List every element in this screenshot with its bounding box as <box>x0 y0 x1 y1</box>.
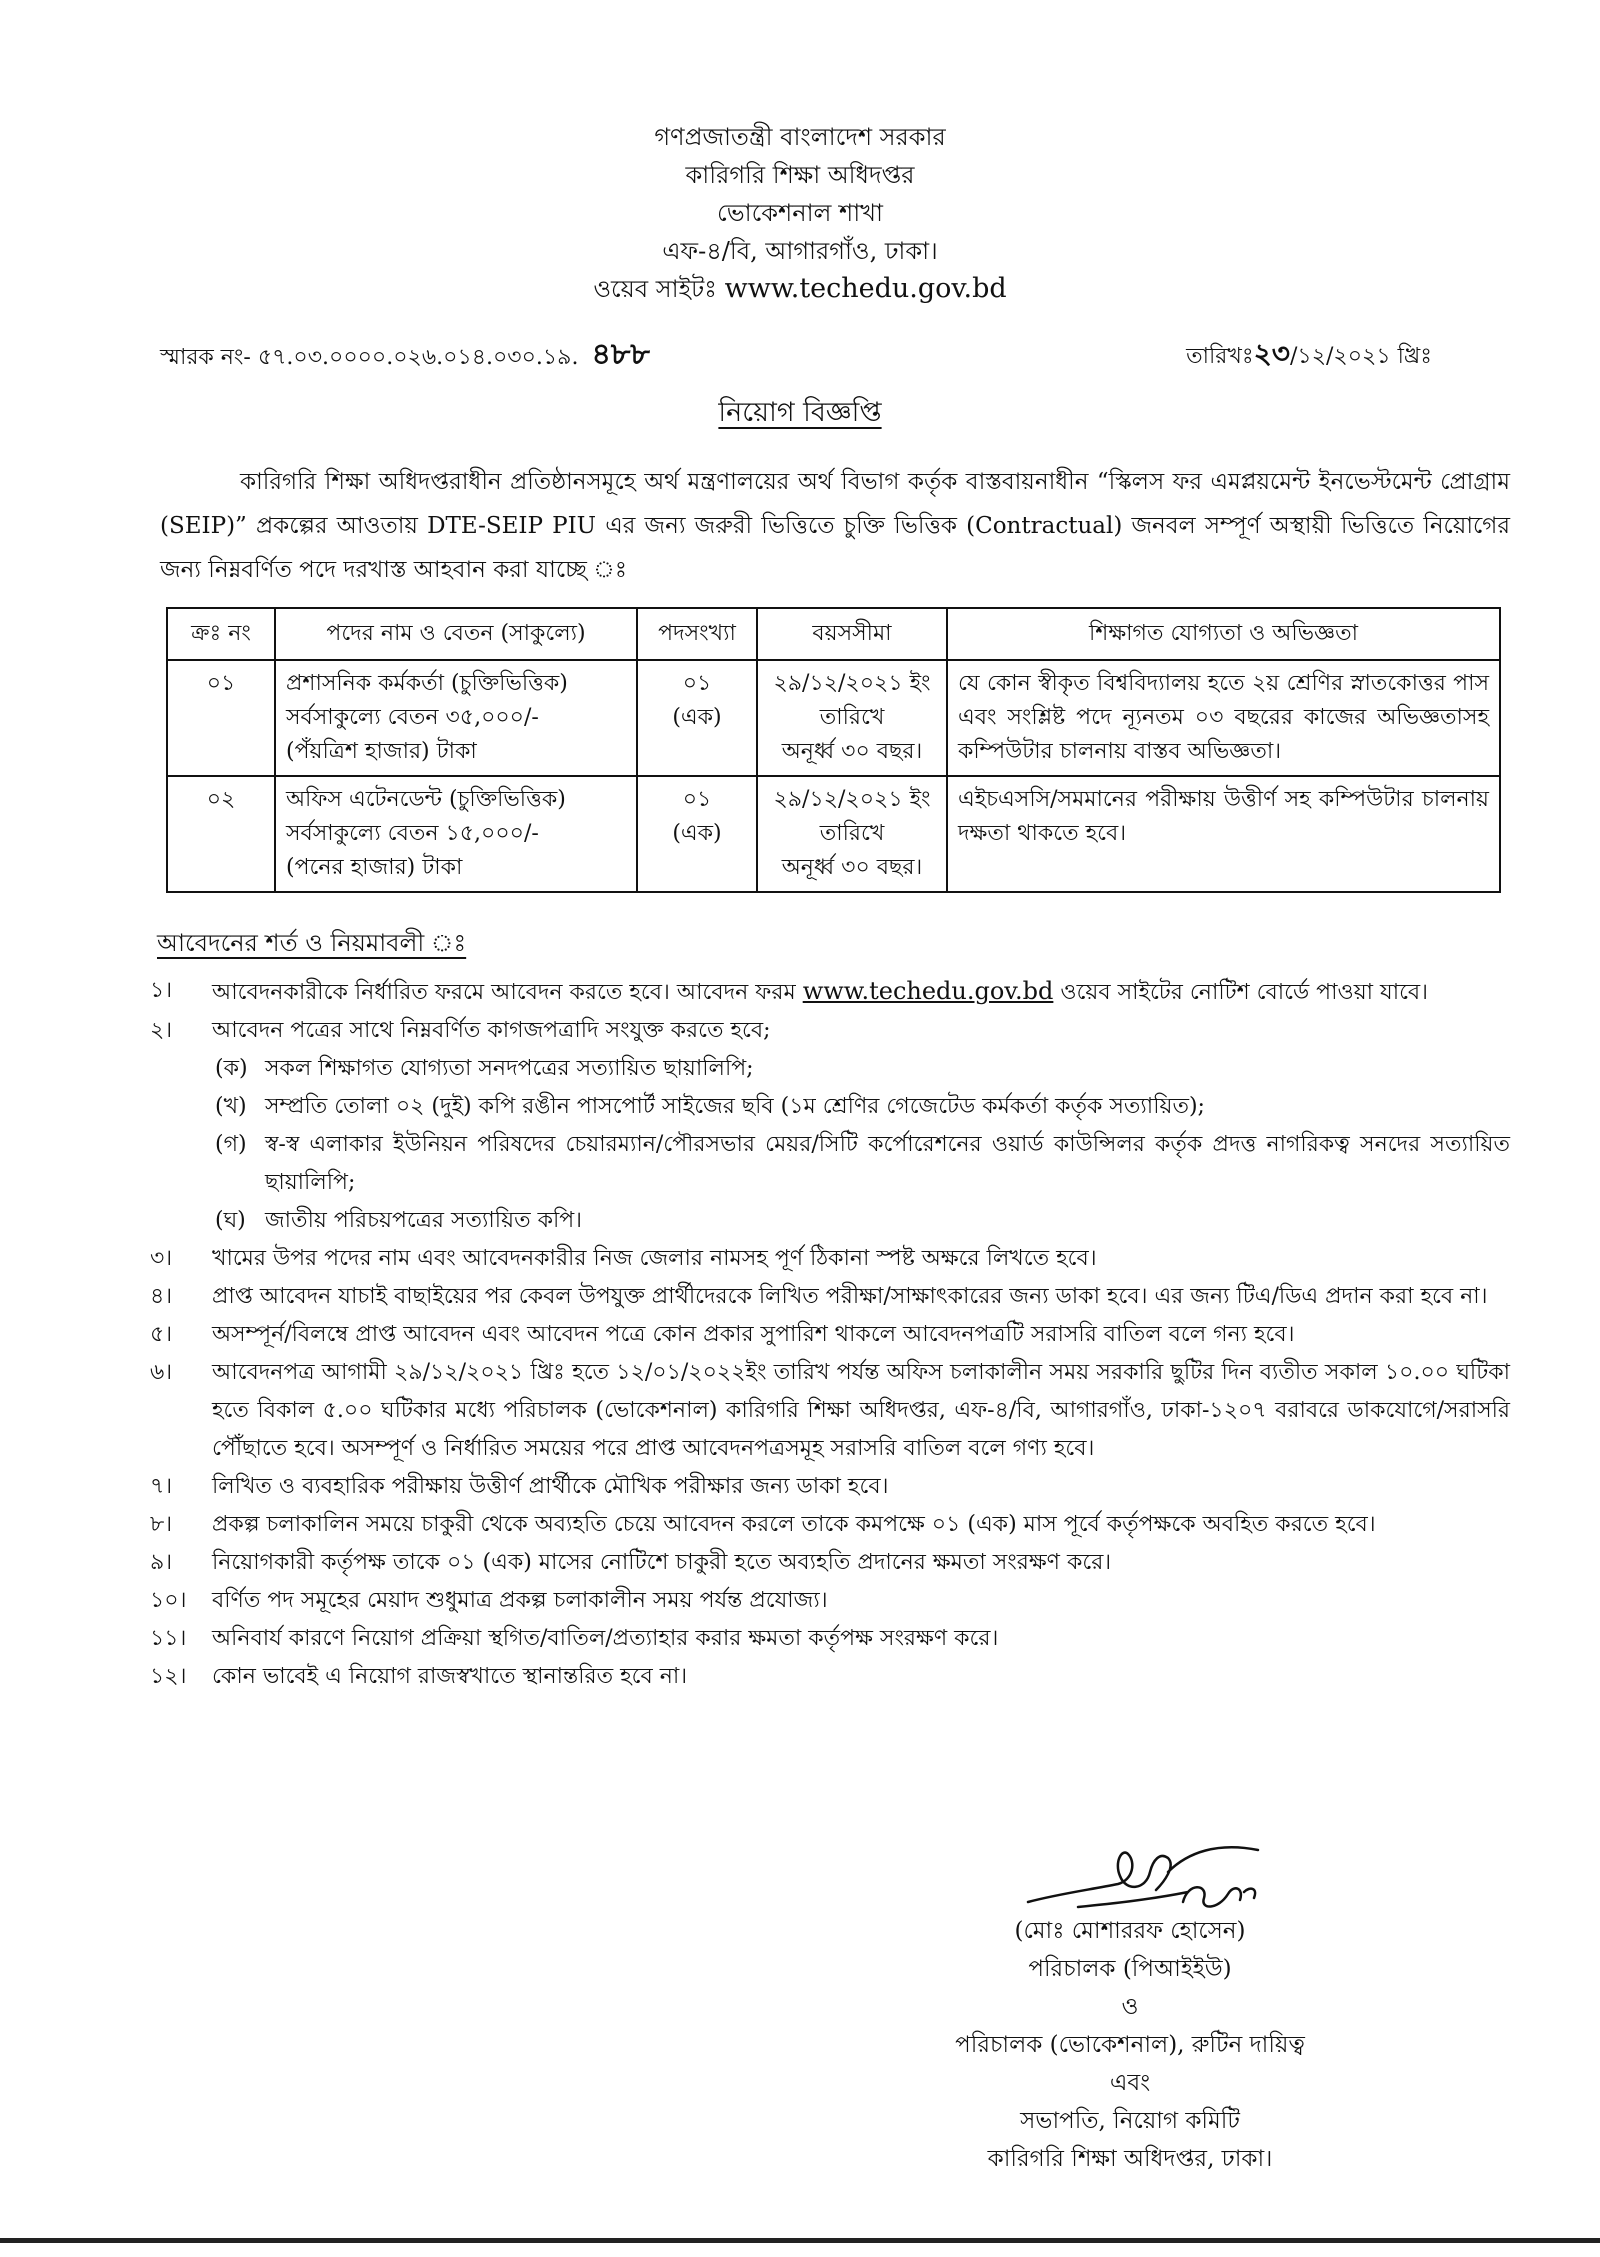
notice-date <box>1186 332 1432 379</box>
condition-item <box>150 1506 1510 1544</box>
memo-number <box>160 330 650 381</box>
age-on: তারিখে <box>819 821 885 846</box>
row-serial: ০১ <box>167 660 275 776</box>
condition-text: খামের উপর পদের নাম এবং আবেদনকারীর নিজ জেলার নামসহ পূর্ণ ঠিকানা স্পষ্ট অক্ষরে লিখতে হবে। <box>212 1246 1097 1271</box>
condition-number: ১২। <box>150 1664 187 1689</box>
row-qualification: এইচএসসি/সমমানের পরীক্ষায় উত্তীর্ণ সহ কম্পিউটার চালনায় দক্ষতা থাকতে হবে। <box>947 776 1500 892</box>
table-row <box>167 660 1500 776</box>
condition-number: ৭। <box>150 1474 173 1499</box>
document-label: (ঘ) <box>215 1208 246 1233</box>
condition-item <box>150 972 1510 1012</box>
signatory-designation: পরিচালক (ভোকেশনাল), রুটিন দায়িত্ব <box>955 2032 1305 2058</box>
posts-table <box>166 607 1501 893</box>
document-item <box>150 1126 1510 1202</box>
condition-text <box>212 972 1510 1012</box>
condition-text: আবেদনপত্র আগামী ২৯/১২/২০২১ খ্রিঃ হতে ১২/০১/২০২২ইং তারিখ পর্যন্ত অফিস চলাকালীন সময় সরকারি ছুটির দিন ব্যতীত সকাল ১০.০০ ঘটিকা হতে বিকাল ৫.০০ ঘটিকার মধ্যে পরিচালক (ভোকেশনাল) কারিগরি শিক্ষা অধিদপ্তর, এফ-৪/বি, আগারগাঁও, ঢাকা-১২০৭ বরাবরে ডাকযোগে/সরাসরি পৌঁছাতে হবে। অসম্পূর্ণ ও নির্ধারিত সময়ের পরে প্রাপ্ত আবেদনপত্রসমূহ সরাসরি বাতিল বলে গণ্য হবে। <box>212 1360 1510 1461</box>
row-qualification: যে কোন স্বীকৃত বিশ্ববিদ্যালয় হতে ২য় শ্রেণির স্নাতকোত্তর পাস এবং সংশ্লিষ্ট পদে ন্যূনতম ০৩ বছরের কাজের অভিজ্ঞতাসহ কম্পিউটার চালনায় বাস্তব অভিজ্ঞতা। <box>947 660 1500 776</box>
count-words: (এক) <box>672 821 722 846</box>
notice-title <box>0 392 1600 437</box>
col-age: বয়সসীমা <box>757 608 947 660</box>
conditions-heading <box>157 925 466 965</box>
condition-text: কোন ভাবেই এ নিয়োগ রাজস্বখাতে স্থানান্তরিত হবে না। <box>212 1664 688 1689</box>
conditions-list <box>150 972 1510 1696</box>
condition-number: ৫। <box>150 1322 173 1347</box>
document-text: সকল শিক্ষাগত যোগ্যতা সনদপত্রের সত্যায়িত ছায়ালিপি; <box>265 1056 754 1081</box>
signatory-name: (মোঃ মোশাররফ হোসেন) <box>1014 1918 1246 1944</box>
age-limit: অনূর্ধ্ব ৩০ বছর। <box>781 739 923 764</box>
intro-paragraph: কারিগরি শিক্ষা অধিদপ্তরাধীন প্রতিষ্ঠানসমূহে অর্থ মন্ত্রণালয়ের অর্থ বিভাগ কর্তৃক বাস্তবায়নাধীন “স্কিলস ফর এমপ্লয়মেন্ট ইনভেস্টমেন্ট প্রোগ্রাম (SEIP)” প্রকল্পের আওতায় DTE-SEIP PIU এর জন্য জরুরী ভিত্তিতে চুক্তি ভিত্তিক (Contractual) জনবল সম্পূর্ণ অস্থায়ী ভিত্তিতে নিয়োগের জন্য নিম্নবর্ণিত পদে দরখাস্ত আহবান করা যাচ্ছে ঃ <box>160 469 1510 583</box>
condition-item <box>150 1240 1510 1278</box>
memo-handwritten-number: ৪৮৮ <box>591 337 650 372</box>
col-qualification: শিক্ষাগত যোগ্যতা ও অভিজ্ঞতা <box>947 608 1500 660</box>
signatory-designation: পরিচালক (পিআইইউ) <box>1028 1956 1232 1982</box>
condition-number: ৬। <box>150 1360 173 1385</box>
condition-text: নিয়োগকারী কর্তৃপক্ষ তাকে ০১ (এক) মাসের নোটিশে চাকুরী হতে অব্যহতি প্রদানের ক্ষমতা সংরক্ষণ করে। <box>212 1550 1112 1575</box>
condition-text-part: আবেদনকারীকে নির্ধারিত ফরমে আবেদন করতে হবে। আবেদন ফরম <box>212 980 796 1005</box>
condition-text: অনিবার্য কারণে নিয়োগ প্রক্রিয়া স্থগিত/বাতিল/প্রত্যাহার করার ক্ষমতা কর্তৃপক্ষ সংরক্ষণ করে। <box>212 1626 999 1651</box>
document-label: (গ) <box>215 1132 247 1157</box>
col-count: পদসংখ্যা <box>637 608 757 660</box>
row-age <box>757 776 947 892</box>
condition-text: অসম্পূর্ন/বিলম্বে প্রাপ্ত আবেদন এবং আবেদন পত্রে কোন প্রকার সুপারিশ থাকলে আবেদনপত্রটি সরাসরি বাতিল বলে গন্য হবে। <box>212 1322 1295 1347</box>
document-text: সম্প্রতি তোলা ০২ (দুই) কপি রঙীন পাসপোর্ট সাইজের ছবি (১ম শ্রেণির গেজেটেড কর্মকর্তা কর্তৃক সত্যায়িত); <box>265 1094 1205 1119</box>
condition-item <box>150 1012 1510 1050</box>
document-text: জাতীয় পরিচয়পত্রের সত্যায়িত কপি। <box>265 1208 583 1233</box>
table-header-row <box>167 608 1500 660</box>
condition-number: ৮। <box>150 1512 173 1537</box>
age-limit: অনূর্ধ্ব ৩০ বছর। <box>781 855 923 880</box>
letterhead <box>0 118 1600 308</box>
post-title: অফিস এটেনডেন্ট (চুক্তিভিত্তিক) <box>286 787 566 812</box>
col-post: পদের নাম ও বেতন (সাকুল্যে) <box>275 608 637 660</box>
row-serial: ০২ <box>167 776 275 892</box>
date-rest: /১২/২০২১ খ্রিঃ <box>1290 344 1432 369</box>
condition-item <box>150 1658 1510 1696</box>
memo-value: ৫৭.০৩.০০০০.০২৬.০১৪.০৩০.১৯. <box>257 345 579 370</box>
count-words: (এক) <box>672 705 722 730</box>
row-post <box>275 660 637 776</box>
col-serial: ক্রঃ নং <box>167 608 275 660</box>
condition-item <box>150 1544 1510 1582</box>
document-text: স্ব-স্ব এলাকার ইউনিয়ন পরিষদের চেয়ারম্যান/পৌরসভার মেয়র/সিটি কর্পোরেশনের ওয়ার্ড কাউন্সিলর কর্তৃক প্রদত্ত নাগরিকত্ব সনদের সত্যায়িত ছায়ালিপি; <box>265 1132 1510 1195</box>
row-age <box>757 660 947 776</box>
website-line <box>0 270 1600 308</box>
document-item <box>150 1088 1510 1126</box>
signature-block <box>880 1912 1380 2178</box>
notice-title-text: নিয়োগ বিজ্ঞপ্তি <box>718 397 882 428</box>
post-salary-words: (পঁয়ত্রিশ হাজার) টাকা <box>286 739 477 764</box>
row-count <box>637 660 757 776</box>
date-label: তারিখঃ <box>1186 344 1254 369</box>
website-label: ওয়েব সাইটঃ <box>593 275 717 303</box>
condition-item <box>150 1582 1510 1620</box>
condition-item <box>150 1354 1510 1468</box>
post-title: প্রশাসনিক কর্মকর্তা (চুক্তিভিত্তিক) <box>286 671 568 696</box>
post-salary: সর্বসাকুল্যে বেতন ৩৫,০০০/- <box>286 705 539 730</box>
table-row <box>167 776 1500 892</box>
govt-name: গণপ্রজাতন্ত্রী বাংলাদেশ সরকার <box>654 123 946 151</box>
condition-number: ৯। <box>150 1550 173 1575</box>
condition-item <box>150 1468 1510 1506</box>
condition-number: ১১। <box>150 1626 187 1651</box>
memo-label: স্মারক নং- <box>160 345 251 370</box>
row-post <box>275 776 637 892</box>
document-item <box>150 1050 1510 1088</box>
conditions-heading-text: আবেদনের শর্ত ও নিয়মাবলী ঃ <box>157 929 467 957</box>
website-link[interactable]: www.techedu.gov.bd <box>724 273 1007 304</box>
address: এফ-৪/বি, আগারগাঁও, ঢাকা। <box>662 237 938 265</box>
condition-text: লিখিত ও ব্যবহারিক পরীক্ষায় উত্তীর্ণ প্রার্থীকে মৌখিক পরীক্ষার জন্য ডাকা হবে। <box>212 1474 889 1499</box>
age-on: তারিখে <box>819 705 885 730</box>
condition-text: বর্ণিত পদ সমূহের মেয়াদ শুধুমাত্র প্রকল্প চলাকালীন সময় পর্যন্ত প্রযোজ্য। <box>212 1588 828 1613</box>
condition-text-part: ওয়েব সাইটের নোটিশ বোর্ডে পাওয়া যাবে। <box>1060 980 1429 1005</box>
document-label: (খ) <box>215 1094 247 1119</box>
conjunction: এবং <box>1109 2070 1151 2096</box>
condition-number: ১। <box>150 978 173 1003</box>
document-item <box>150 1202 1510 1240</box>
age-date: ২৯/১২/২০২১ ইং <box>773 787 931 812</box>
conjunction: ও <box>1121 1994 1139 2020</box>
condition-item <box>150 1620 1510 1658</box>
branch-name: ভোকেশনাল শাখা <box>717 199 883 227</box>
signatory-designation: সভাপতি, নিয়োগ কমিটি <box>1020 2108 1240 2134</box>
condition-item <box>150 1316 1510 1354</box>
document-label: (ক) <box>215 1056 248 1081</box>
condition-number: ৩। <box>150 1246 173 1271</box>
condition-text: আবেদন পত্রের সাথে নিম্নবর্ণিত কাগজপত্রাদি সংযুক্ত করতে হবে; <box>212 1018 771 1043</box>
post-salary-words: (পনের হাজার) টাকা <box>286 855 463 880</box>
signatory-office: কারিগরি শিক্ষা অধিদপ্তর, ঢাকা। <box>987 2146 1273 2172</box>
condition-number: ২। <box>150 1018 173 1043</box>
post-salary: সর্বসাকুল্যে বেতন ১৫,০০০/- <box>286 821 539 846</box>
condition-text: প্রাপ্ত আবেদন যাচাই বাছাইয়ের পর কেবল উপযুক্ত প্রার্থীদেরকে লিখিত পরীক্ষা/সাক্ষাৎকারের জন্য ডাকা হবে। এর জন্য টিএ/ডিএ প্রদান করা হবে না। <box>212 1284 1488 1309</box>
application-form-link[interactable]: www.techedu.gov.bd <box>802 977 1054 1005</box>
condition-number: ১০। <box>150 1588 187 1613</box>
condition-item <box>150 1278 1510 1316</box>
count-number: ০১ <box>682 787 712 812</box>
date-day-handwritten: ২৩ <box>1253 337 1291 370</box>
count-number: ০১ <box>682 671 712 696</box>
department-name: কারিগরি শিক্ষা অধিদপ্তর <box>685 161 915 189</box>
condition-number: ৪। <box>150 1284 173 1309</box>
bottom-scan-edge <box>0 2238 1600 2243</box>
row-count <box>637 776 757 892</box>
age-date: ২৯/১২/২০২১ ইং <box>773 671 931 696</box>
condition-text: প্রকল্প চলাকালিন সময়ে চাকুরী থেকে অব্যহতি চেয়ে আবেদন করলে তাকে কমপক্ষে ০১ (এক) মাস পূর্বে কর্তৃপক্ষকে অবহিত করতে হবে। <box>212 1512 1376 1537</box>
